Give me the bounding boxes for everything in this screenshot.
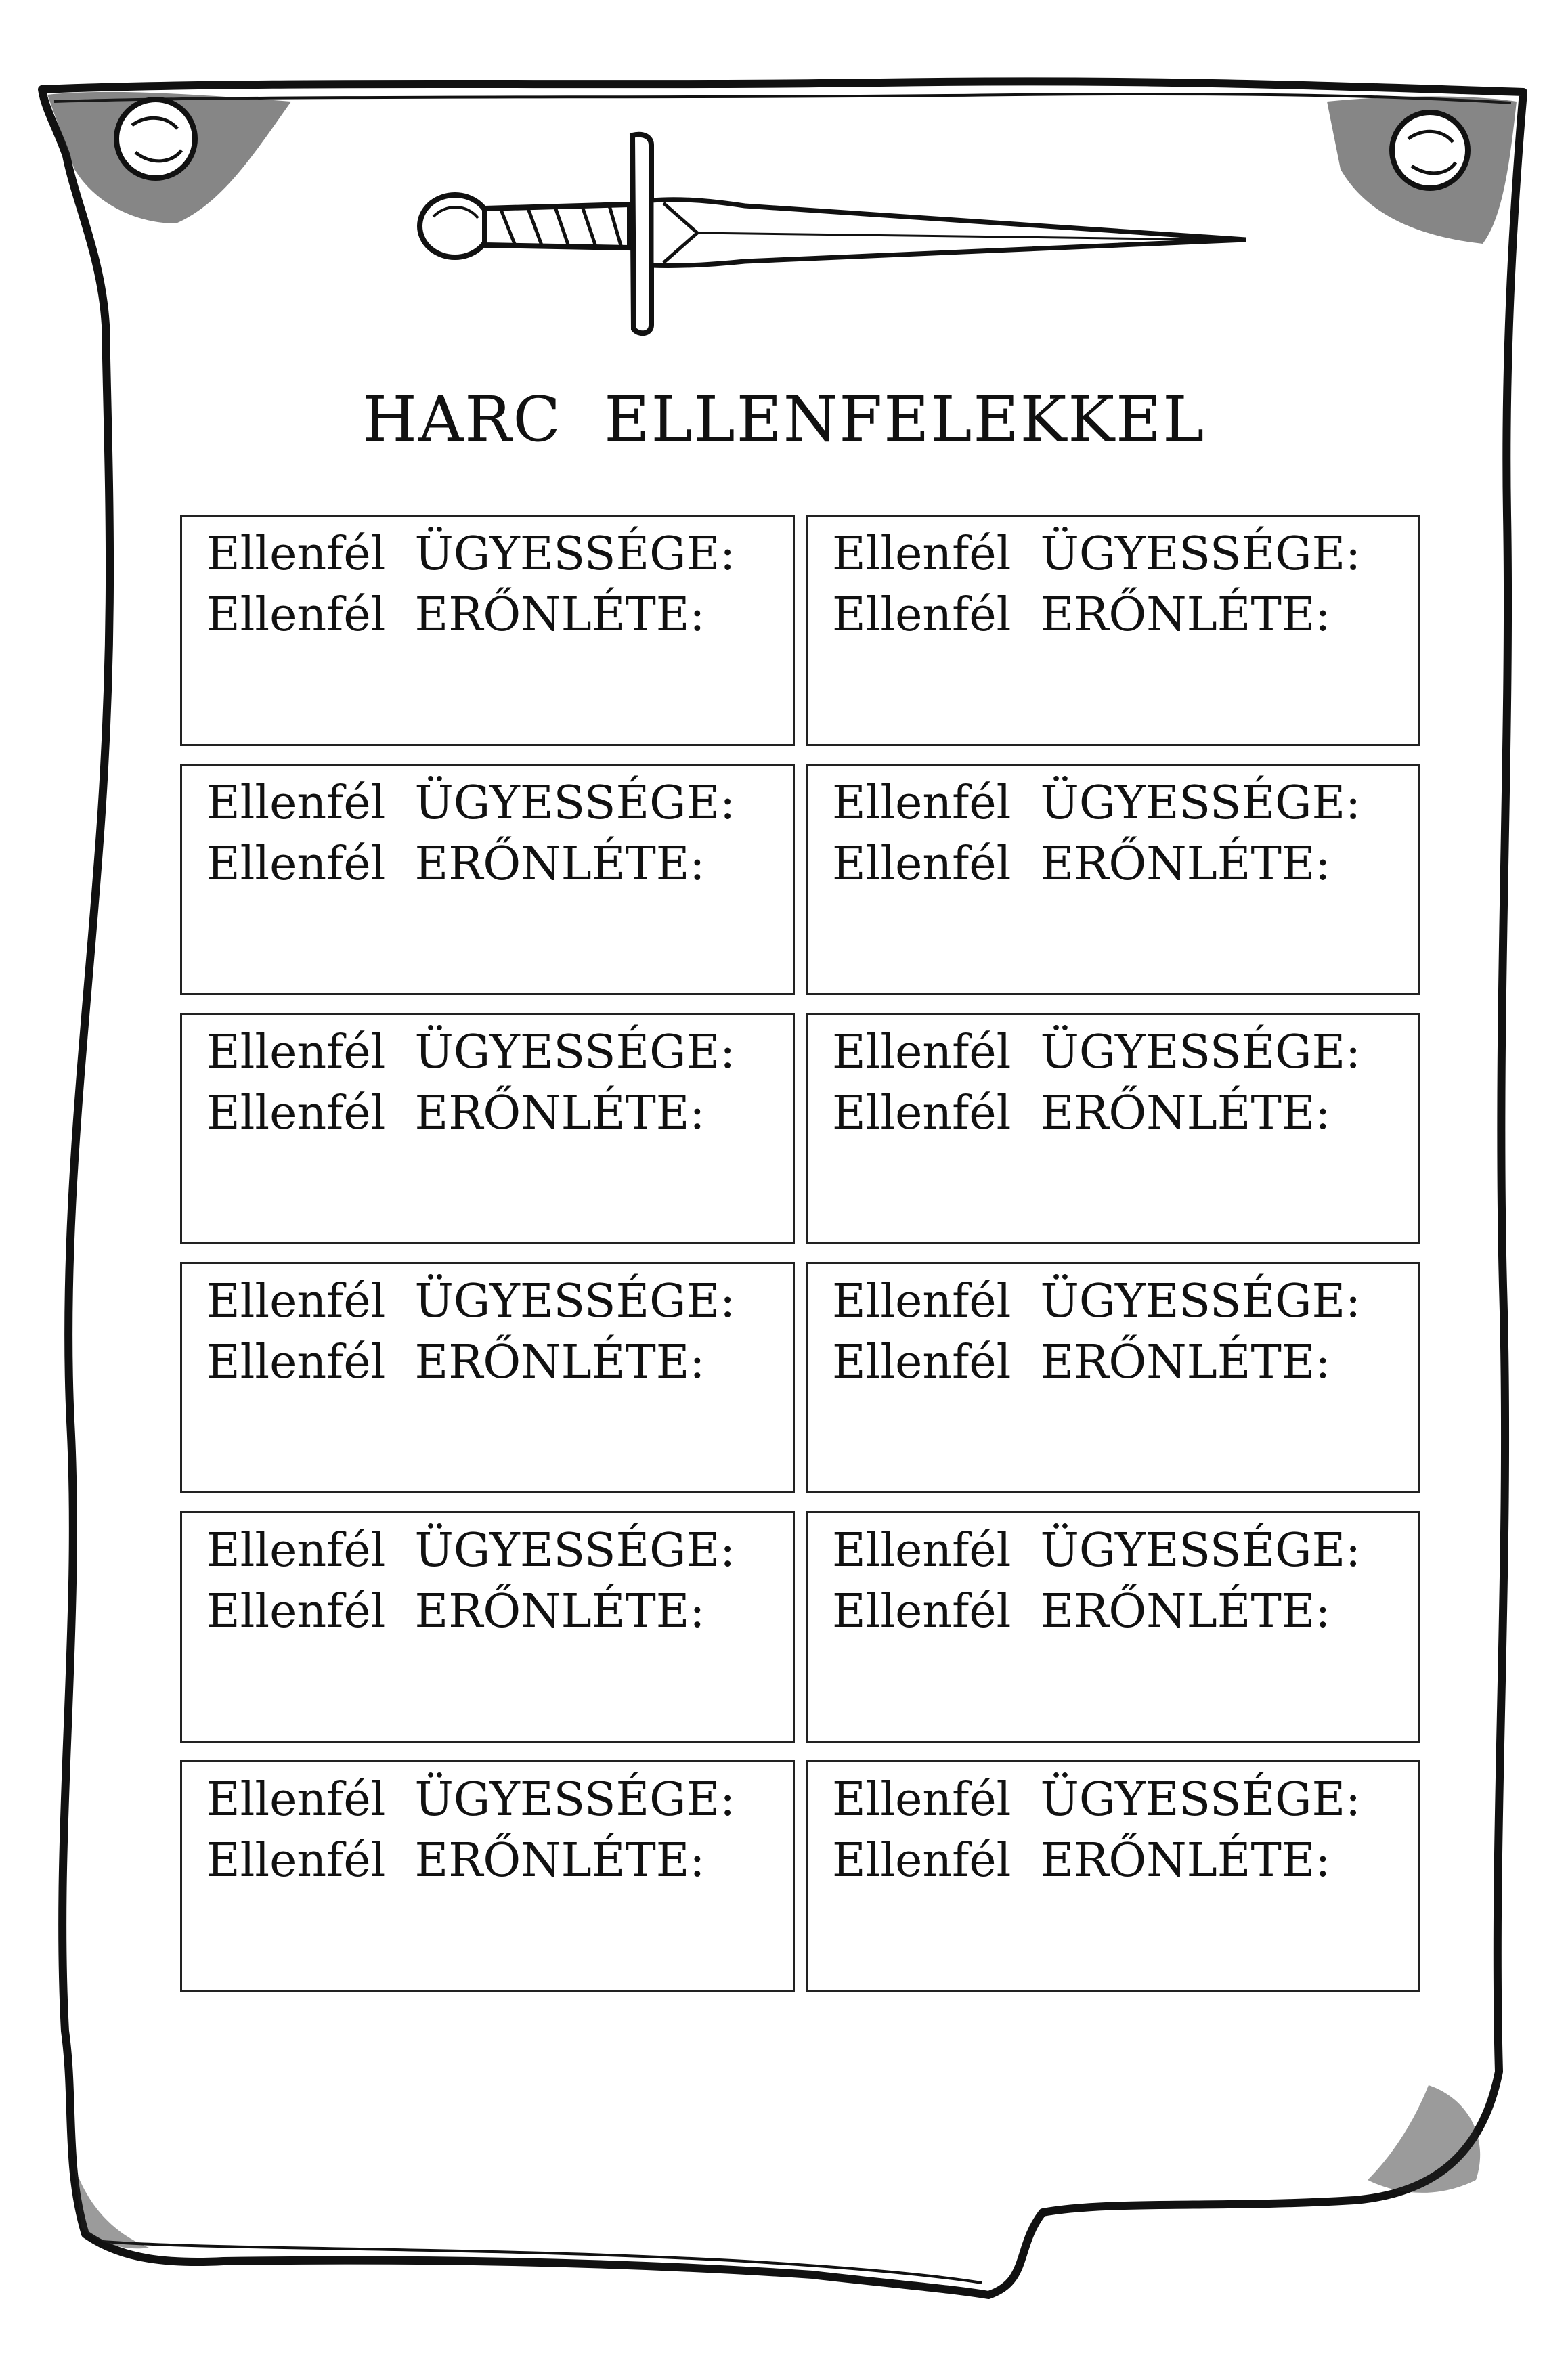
enemy-skill-label: Ellenfél ÜGYESSÉGE: (832, 1773, 1362, 1827)
enemy-stamina-label: Ellenfél ERŐNLÉTE: (206, 1087, 705, 1140)
enemy-box[interactable] (180, 1760, 795, 1992)
enemy-stamina-label: Ellenfél ERŐNLÉTE: (832, 1585, 1331, 1638)
enemy-skill-label: Ellenfél ÜGYESSÉGE: (206, 1275, 736, 1328)
enemy-skill-label: Ellenfél ÜGYESSÉGE: (832, 1026, 1362, 1079)
enemy-stamina-label: Ellenfél ERŐNLÉTE: (206, 588, 705, 642)
enemy-stamina-label: Ellenfél ERŐNLÉTE: (832, 1834, 1331, 1887)
enemy-stamina-label: Ellenfél ERŐNLÉTE: (832, 1336, 1331, 1389)
enemy-stamina-label: Ellenfél ERŐNLÉTE: (206, 1834, 705, 1887)
enemy-skill-label: Ellenfél ÜGYESSÉGE: (832, 1524, 1362, 1577)
enemy-box[interactable] (180, 1013, 795, 1244)
enemy-skill-label: Ellenfél ÜGYESSÉGE: (832, 777, 1362, 830)
enemy-box[interactable] (806, 1760, 1420, 1992)
enemy-stamina-label: Ellenfél ERŐNLÉTE: (206, 1336, 705, 1389)
enemy-stamina-label: Ellenfél ERŐNLÉTE: (206, 1585, 705, 1638)
enemy-box[interactable] (806, 764, 1420, 995)
enemy-stamina-label: Ellenfél ERŐNLÉTE: (206, 837, 705, 891)
enemy-box[interactable] (180, 1262, 795, 1493)
enemy-stamina-label: Ellenfél ERŐNLÉTE: (832, 588, 1331, 642)
enemy-skill-label: Ellenfél ÜGYESSÉGE: (206, 1524, 736, 1577)
enemy-box[interactable] (180, 515, 795, 746)
enemy-skill-label: Ellenfél ÜGYESSÉGE: (832, 527, 1362, 581)
enemy-stamina-label: Ellenfél ERŐNLÉTE: (832, 1087, 1331, 1140)
page-title: HARC ELLENFELEKKEL (362, 383, 1206, 456)
enemy-box[interactable] (806, 515, 1420, 746)
enemy-box[interactable] (180, 1511, 795, 1743)
enemy-skill-label: Ellenfél ÜGYESSÉGE: (832, 1275, 1362, 1328)
enemy-box[interactable] (180, 764, 795, 995)
enemy-skill-label: Ellenfél ÜGYESSÉGE: (206, 1026, 736, 1079)
enemy-box[interactable] (806, 1013, 1420, 1244)
enemy-box[interactable] (806, 1511, 1420, 1743)
enemy-skill-label: Ellenfél ÜGYESSÉGE: (206, 1773, 736, 1827)
enemy-skill-label: Ellenfél ÜGYESSÉGE: (206, 777, 736, 830)
enemy-skill-label: Ellenfél ÜGYESSÉGE: (206, 527, 736, 581)
enemy-stamina-label: Ellenfél ERŐNLÉTE: (832, 837, 1331, 891)
enemy-box[interactable] (806, 1262, 1420, 1493)
